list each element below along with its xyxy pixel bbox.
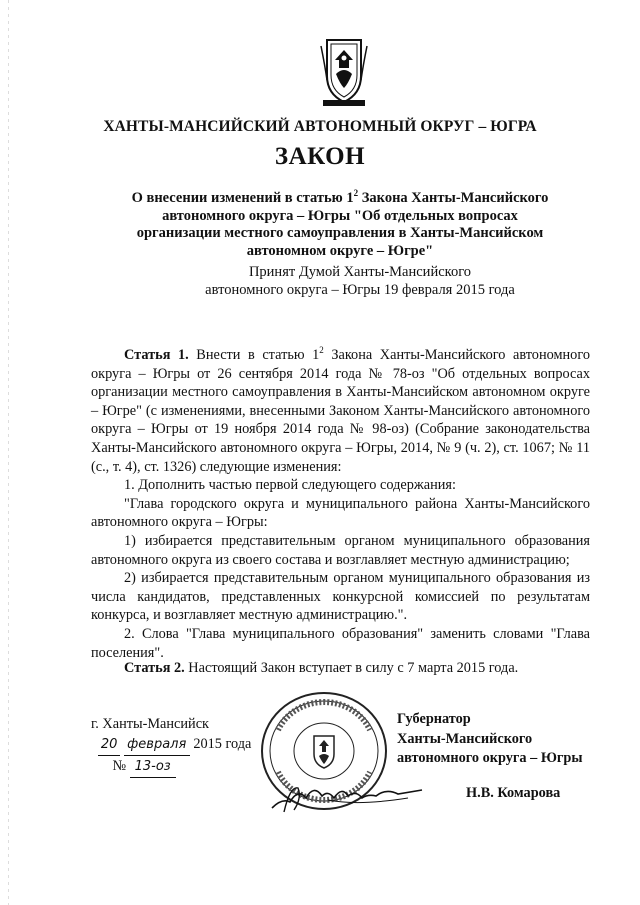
adoption-line-1: Принят Думой Ханты-Мансийского xyxy=(248,264,472,280)
governor-name: Н.В. Комарова xyxy=(466,785,561,801)
signoff-number-prefix: № xyxy=(112,758,127,774)
subject-superscript: 2 xyxy=(353,188,359,198)
article-1-intro xyxy=(91,346,590,476)
coat-of-arms-icon xyxy=(319,36,369,108)
governor-title-line-2: Ханты-Мансийского xyxy=(397,730,533,747)
article-2-label: Статья 2. xyxy=(124,660,185,676)
article-1-subitem-1: 1) избирается представительным органом муниципального образования автономного округа из своего состава и возглавляет местную администрацию; xyxy=(91,532,590,568)
article-1-subitem-2: 2) избирается представительным органом муниципального образования из числа кандидатов, представленных конкурсной комиссией по результатам конкурса, и возглавляет местную администрацию.". xyxy=(91,570,590,624)
governor-title xyxy=(397,710,583,769)
region-title: ХАНТЫ-МАНСИЙСКИЙ АВТОНОМНЫЙ ОКРУГ – ЮГРА xyxy=(103,118,537,135)
subject-line-4: автономном округе – Югре" xyxy=(246,242,434,259)
document-type-heading: ЗАКОН xyxy=(274,143,366,170)
signoff-month: февраля xyxy=(124,735,190,756)
article-1-text-start: Внести в статью 1 xyxy=(188,347,320,363)
handwritten-signature xyxy=(268,768,428,816)
signoff-block xyxy=(91,714,251,778)
signoff-number-value: 13-оз xyxy=(130,757,176,778)
article-1-item-2: 2. Слова "Глава муниципального образования" заменить словами "Глава поселения". xyxy=(91,625,590,661)
article-2-text: Настоящий Закон вступает в силу с 7 марта 2015 года. xyxy=(184,660,519,676)
article-1-label: Статья 1. xyxy=(124,347,189,363)
subject-line-1: О внесении изменений в статью 1 xyxy=(131,190,354,206)
law-subject xyxy=(60,190,620,260)
signoff-city: г. Ханты-Мансийск xyxy=(91,716,209,732)
article-1-superscript: 2 xyxy=(319,345,324,355)
article-1-text: Закона Ханты-Мансийского автономного округа – Югры от 26 сентября 2014 года № 78-оз "Об отдельных вопросах организации местного самоуправления в Ханты-Мансийском автономном округе – Югре" (с изменениями, внесенными Законом Ханты-Мансийского автономного округа – Югры от 19 ноября 2014 года № 98-оз) (Собрание законодательства Ханты-Мансийского автономного округа – Югры, 2014, № 9 (ч. 2), ст. 1067; № 11 (с., т. 4), ст. 1326) следующие изменения: xyxy=(91,347,590,475)
article-1 xyxy=(91,346,590,662)
signoff-number xyxy=(91,756,251,778)
adoption-note xyxy=(60,264,640,299)
subject-line-2: автономного округа – Югры "Об отдельных вопросах xyxy=(162,207,518,224)
adoption-line-2: автономного округа – Югры 19 февраля 2015 года xyxy=(205,281,515,298)
article-1-quote-intro: "Глава городского округа и муниципального района Ханты-Мансийского автономного округа – Югры: xyxy=(91,495,590,531)
article-2 xyxy=(91,660,611,677)
article-1-item-1: 1. Дополнить частью первой следующего содержания: xyxy=(124,477,456,494)
signoff-year: 2015 года xyxy=(193,736,252,752)
governor-title-line-1: Губернатор xyxy=(397,711,471,727)
subject-line-1-end: Закона Ханты-Мансийского xyxy=(358,190,549,206)
signoff-date xyxy=(91,734,251,756)
signoff-day: 20 xyxy=(98,735,120,756)
governor-title-line-3: автономного округа – Югры xyxy=(397,750,583,766)
subject-line-3: организации местного самоуправления в Ханты-Мансийском xyxy=(136,225,544,241)
